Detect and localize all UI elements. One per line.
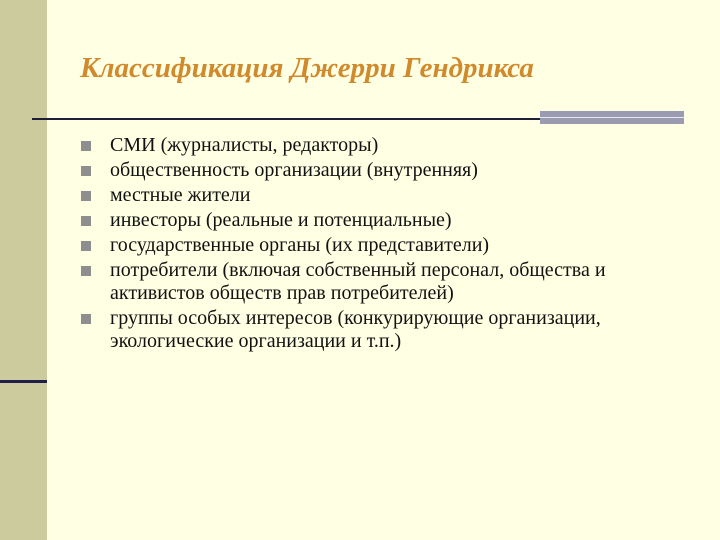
list-item xyxy=(80,234,690,257)
list-item xyxy=(80,307,690,353)
list-item xyxy=(80,184,690,207)
title-underline-dark xyxy=(32,118,540,120)
left-band-accent-line xyxy=(0,380,47,383)
square-bullet-icon xyxy=(81,266,91,276)
list-item-text: потребители (включая собственный персонал, общества и активистов обществ прав потребителей) xyxy=(110,259,606,304)
list-item-text: общественность организации (внутренняя) xyxy=(110,159,478,181)
list-item-text: группы особых интересов (конкурирующие организации, экологические организации и т.п.) xyxy=(110,307,601,352)
square-bullet-icon xyxy=(81,314,91,324)
square-bullet-icon xyxy=(81,241,91,251)
title-underline-grey-highlight xyxy=(540,117,684,118)
list-item xyxy=(80,259,690,305)
slide-title: Классификация Джерри Гендрикса xyxy=(80,52,534,84)
bullet-list xyxy=(80,134,690,355)
list-item-text: инвесторы (реальные и потенциальные) xyxy=(110,209,452,231)
square-bullet-icon xyxy=(81,191,91,201)
square-bullet-icon xyxy=(81,166,91,176)
list-item xyxy=(80,134,690,157)
list-item-text: государственные органы (их представители) xyxy=(110,234,490,256)
list-item xyxy=(80,159,690,182)
square-bullet-icon xyxy=(81,141,91,151)
square-bullet-icon xyxy=(81,216,91,226)
list-item-text: СМИ (журналисты, редакторы) xyxy=(110,134,379,156)
list-item xyxy=(80,209,690,232)
left-decorative-band xyxy=(0,0,47,540)
list-item-text: местные жители xyxy=(110,184,251,206)
